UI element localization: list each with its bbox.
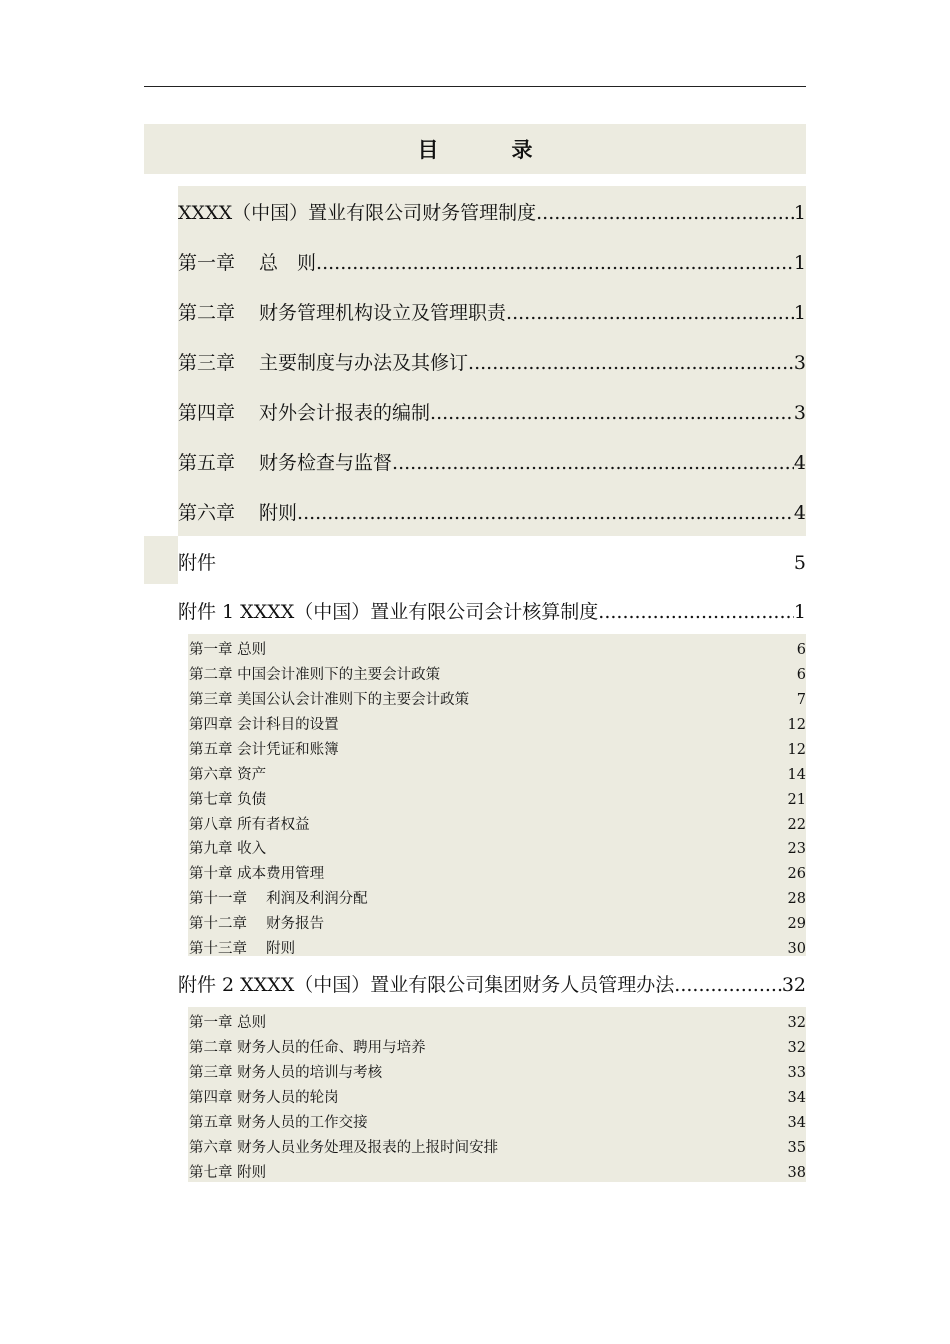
toc-page-number: 6 xyxy=(796,667,806,683)
toc-sub-entry[interactable] xyxy=(189,1161,806,1183)
toc-page-number: 26 xyxy=(787,866,806,882)
toc-entry-title: 对外会计报表的编制 xyxy=(259,402,431,424)
toc-page-number: 23 xyxy=(787,841,806,857)
toc-sub-entry[interactable] xyxy=(189,688,806,710)
toc-page-number: 1 xyxy=(793,202,806,224)
toc-entry-title: 第六章 资产 xyxy=(189,767,267,783)
toc-entry-title: 第十二章 财务报告 xyxy=(189,916,325,932)
toc-page-number: 21 xyxy=(787,792,806,808)
toc-leader-dots xyxy=(297,502,794,524)
toc-entry-title: 第一章 总则 xyxy=(189,1015,267,1031)
toc-entry-appendix-1[interactable] xyxy=(178,597,806,627)
toc-page-number: 34 xyxy=(787,1090,806,1106)
toc-leader-dots xyxy=(316,252,794,274)
toc-entry-title: 第四章 财务人员的轮岗 xyxy=(189,1090,339,1106)
toc-sub-entry[interactable] xyxy=(189,1036,806,1058)
toc-entry-title: 第十三章 附则 xyxy=(189,941,296,957)
toc-entry-title: 第五章 会计凭证和账簿 xyxy=(189,742,339,758)
toc-entry-title: 第二章 财务人员的任命、聘用与培养 xyxy=(189,1040,426,1056)
toc-entry-chapter-3[interactable] xyxy=(178,348,806,378)
toc-page-number: 29 xyxy=(787,916,806,932)
toc-sub-entry[interactable] xyxy=(189,713,806,735)
toc-page-number: 33 xyxy=(787,1065,806,1081)
toc-entry-title: 财务管理机构设立及管理职责 xyxy=(259,302,507,324)
toc-sub-entry[interactable] xyxy=(189,763,806,785)
toc-chapter-number: 第五章 xyxy=(178,452,236,474)
toc-sub-entry[interactable] xyxy=(189,1086,806,1108)
toc-page-number: 1 xyxy=(793,302,806,324)
toc-page-number: 1 xyxy=(793,601,806,623)
toc-entry-title: 第七章 负债 xyxy=(189,792,267,808)
toc-entry-title: 第三章 财务人员的培训与考核 xyxy=(189,1065,383,1081)
toc-page-number: 22 xyxy=(787,817,806,833)
toc-sub-entry[interactable] xyxy=(189,638,806,660)
toc-page-number: 35 xyxy=(787,1140,806,1156)
highlight-appendix-marker xyxy=(144,536,178,584)
toc-leader-dots xyxy=(674,974,782,996)
toc-entry-title: 第七章 附则 xyxy=(189,1165,267,1181)
toc-page-number: 3 xyxy=(793,402,806,424)
toc-leader-dots xyxy=(598,601,794,623)
toc-entry-title: XXXX（中国）置业有限公司财务管理制度 xyxy=(178,202,537,224)
toc-page-number: 32 xyxy=(787,1040,806,1056)
toc-entry-title: 第四章 会计科目的设置 xyxy=(189,717,339,733)
toc-entry-chapter-4[interactable] xyxy=(178,398,806,428)
header-rule xyxy=(144,86,806,87)
toc-leader-dots xyxy=(536,202,794,224)
toc-sub-entry[interactable] xyxy=(189,813,806,835)
toc-page-number: 4 xyxy=(793,502,806,524)
toc-entry-title: 第十章 成本费用管理 xyxy=(189,866,325,882)
toc-page-number: 5 xyxy=(793,552,806,574)
toc-sub-entry[interactable] xyxy=(189,663,806,685)
toc-entry-title: 第二章 中国会计准则下的主要会计政策 xyxy=(189,667,441,683)
toc-entry-title: 第十一章 利润及利润分配 xyxy=(189,891,368,907)
toc-entry-chapter-6[interactable] xyxy=(178,498,806,528)
toc-sub-entry[interactable] xyxy=(189,887,806,909)
toc-leader-dots xyxy=(392,452,794,474)
toc-entry-title: 附件 2 XXXX（中国）置业有限公司集团财务人员管理办法 xyxy=(178,974,675,996)
toc-sub-entry[interactable] xyxy=(189,862,806,884)
toc-chapter-number: 第三章 xyxy=(178,352,236,374)
toc-entry-title: 第八章 所有者权益 xyxy=(189,817,310,833)
toc-leader-dots xyxy=(506,302,794,324)
toc-chapter-number: 第一章 xyxy=(178,252,236,274)
toc-page-number: 3 xyxy=(793,352,806,374)
toc-entry-appendix-2[interactable] xyxy=(178,970,806,1000)
toc-sub-entry[interactable] xyxy=(189,912,806,934)
toc-title: 目 录 xyxy=(144,124,806,174)
toc-chapter-number: 第四章 xyxy=(178,402,236,424)
toc-leader-dots xyxy=(468,352,794,374)
toc-sub-entry[interactable] xyxy=(189,1061,806,1083)
toc-page-number: 14 xyxy=(787,767,806,783)
toc-page-number: 38 xyxy=(787,1165,806,1181)
toc-entry-title: 第九章 收入 xyxy=(189,841,267,857)
toc-page-number: 32 xyxy=(781,974,806,996)
toc-entry-title: 第五章 财务人员的工作交接 xyxy=(189,1115,368,1131)
toc-sub-entry[interactable] xyxy=(189,738,806,760)
toc-entry-title: 附则 xyxy=(259,502,298,524)
toc-chapter-number: 第六章 xyxy=(178,502,236,524)
toc-entry-title: 主要制度与办法及其修订 xyxy=(259,352,469,374)
toc-entry-title: 第六章 财务人员业务处理及报表的上报时间安排 xyxy=(189,1140,499,1156)
toc-sub-entry[interactable] xyxy=(189,837,806,859)
toc-page-number: 1 xyxy=(793,252,806,274)
toc-sub-entry[interactable] xyxy=(189,1011,806,1033)
toc-entry-title: 附件 xyxy=(178,552,217,574)
toc-entry-title: 总 则 xyxy=(259,252,317,274)
toc-entry-chapter-2[interactable] xyxy=(178,298,806,328)
toc-page-number: 6 xyxy=(796,642,806,658)
toc-page-number: 12 xyxy=(787,717,806,733)
toc-page-number: 7 xyxy=(796,692,806,708)
toc-entry-appendix-header[interactable] xyxy=(178,548,806,578)
toc-page-number: 34 xyxy=(787,1115,806,1131)
toc-page-number: 30 xyxy=(787,941,806,957)
toc-page-number: 12 xyxy=(787,742,806,758)
toc-entry-title: 财务检查与监督 xyxy=(259,452,393,474)
toc-entry-title: 第一章 总则 xyxy=(189,642,267,658)
toc-entry-company-rules[interactable] xyxy=(178,198,806,228)
toc-sub-entry[interactable] xyxy=(189,937,806,959)
toc-sub-entry[interactable] xyxy=(189,788,806,810)
toc-entry-title: 附件 1 XXXX（中国）置业有限公司会计核算制度 xyxy=(178,601,599,623)
toc-leader-dots xyxy=(430,402,794,424)
toc-sub-entry[interactable] xyxy=(189,1111,806,1133)
toc-sub-entry[interactable] xyxy=(189,1136,806,1158)
toc-page-number: 32 xyxy=(787,1015,806,1031)
toc-entry-chapter-5[interactable] xyxy=(178,448,806,478)
toc-entry-title: 第三章 美国公认会计准则下的主要会计政策 xyxy=(189,692,470,708)
toc-entry-chapter-1[interactable] xyxy=(178,248,806,278)
toc-chapter-number: 第二章 xyxy=(178,302,236,324)
toc-page-number: 4 xyxy=(793,452,806,474)
toc-page-number: 28 xyxy=(787,891,806,907)
